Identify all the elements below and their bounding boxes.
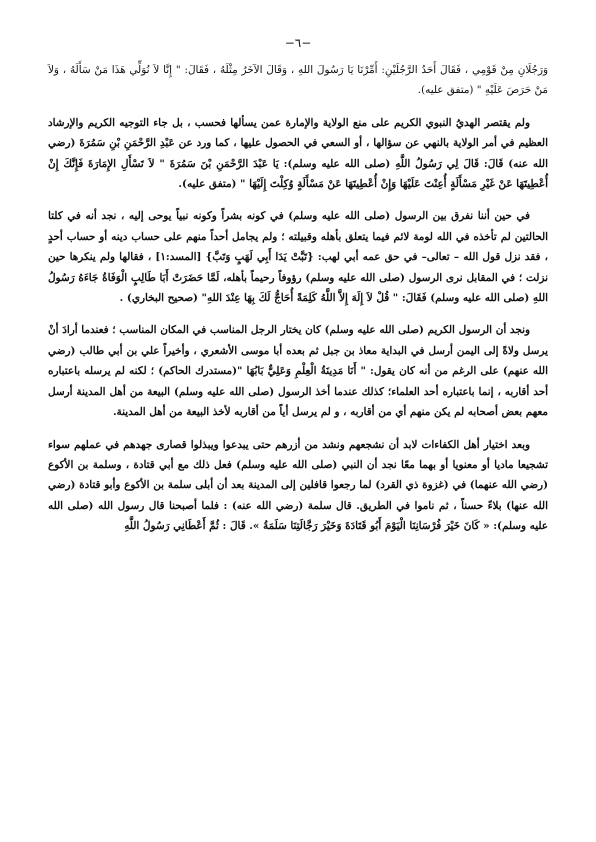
paragraph-hadith-continuation: وَرَجُلَانِ مِنْ قَوْمِي ، فَقَالَ أَحَدُ الرَّجُلَيْنِ: أَمِّرْنَا يَا رَسُولَ اللهِ ، وَقَالَ الآخَرُ مِثْلَهُ ، فَقَالَ: " إِنَّا لاَ نُوَلِّي هَذَا مَنْ سَأَلَهُ ، وَلاَ مَنْ حَرَصَ عَلَيْهِ " (متفق عليه). [48,64,548,97]
document-body [48,60,548,549]
page-number: −٦− [284,36,312,50]
paragraph-encouraging-competence: وبعد اختيار أهل الكفاءات لابد أن نشجعهم ونشد من أزرهم حتى يبدعوا ويبذلوا قصارى جهدهم في عملهم سواء تشجيعا ماديا أو معنويا أو بهما معًا نجد أن النبي (صلى الله عليه وسلم) فعل ذلك مع أبي قتادة ، وسلمة بن الأكوع (رضي الله عنهما) في (غزوة ذي القرد) لما رجعوا قافلين إلى المدينة بعد أن أبلى سلمة بن الأكوع وأبو قتادة (رضي الله عنها) بلاءً حسناً ، ثم ناموا في الطريق. قال سلمة (رضي الله عنه) : فلما أصبحنا قال رسول الله (صلى الله عليه وسلم): « كَانَ خَيْرَ فُرْسَانِنَا الْيَوْمَ أَبُو قَتَادَةَ وَخَيْرَ رَجَّالَتِنَا سَلَمَةُ ». قَالَ : ثُمَّ أَعْطَانِي رَسُولُ اللَّهِ [48,438,548,533]
paragraph-prohibition-of-seeking-office: ولم يقتصر الهديُ النبوي الكريم على منع الولاية والإمارة عمن يسألها فحسب ، بل جاء التوجيه الكريم والإرشاد العظيم في أمر الولاية بالنهي عن سؤالها ، أو السعي في الحصول عليها ، كما ورد عن عَبْدِ الرَّحْمَنِ بْنِ سَمُرَةَ (رضي الله عنه) قَالَ: قَالَ لِي رَسُولُ اللَّهِ (صلى الله عليه وسلم): يَا عَبْدَ الرَّحْمَنِ بْنَ سَمُرَةَ " لاَ تَسْأَلِ الإِمَارَةَ فَإِنَّكَ إِنْ أُعْطِيتَهَا عَنْ غَيْرِ مَسْأَلَةٍ أُعِنْتَ عَلَيْهَا وَإِنْ أُعْطِيتَهَا عَنْ مَسْأَلَةٍ وُكِلْتَ إِلَيْهَا " (متفق عليه). [48,116,548,191]
paragraph-prophet-and-family: في حين أننا نفرق بين الرسول (صلى الله عليه وسلم) في كونه بشراً وكونه نبياً يوحى إليه ، نجد أنه في كلتا الحالتين لم تأخذه في الله لومة لائم فيما يتعلق بأهله وقبيلته ؛ ولم يجامل أحداً منهم على حساب دينه أو حساب أحدٍ ، فقد نزل قول الله – تعالى– في حق عمه أبي لهب: {تَبَّتْ يَدَا أَبِي لَهَبٍ وَتَبَّ} [المسد:١] ، فقالها ولم ينكرها حين نزلت ؛ في المقابل نرى الرسول (صلى الله عليه وسلم) رؤوفاً رحيماً بأهله، لَمَّا حَضَرَتْ أَبَا طَالِبٍ الْوَفَاةُ جَاءَهُ رَسُولُ اللهِ (صلى الله عليه وسلم) فَقَالَ: " قُلْ لاَ إِلَهَ إِلاَّ اللَّهُ كَلِمَةً أُحَاجُّ لَكَ بِهَا عِنْدَ اللهِ" (صحيح البخاري) . [48,210,548,305]
paragraph-right-man-right-place: ونجد أن الرسول الكريم (صلى الله عليه وسلم) كان يختار الرجل المناسب في المكان المناسب ؛ فعندما أرادَ أنْ يرسل ولاةً إلى اليمن أرسل في البداية معاذ بن جبل ثم بعده أبا موسى الأشعري ، وأخيراً علي بن أبي طالب (رضي الله عنهم) على الرغم من أنه كان يقول: " أَنَا مَدِينَةُ الْعِلْمِ وَعَلِيٌّ بَابُهَا "(مستدرك الحاكم) ؛ لكنه لم يرسله باعتباره أحد أقاربه ، إنما باعتباره أحد العلماء؛ كذلك عندما أخذ الرسول (صلى الله عليه وسلم) البيعة من أهل المدينة أرسل معهم بعض أصحابه لم يكن منهم أي من أقاربه ، و لم يرسل أياً من أقاربه لأخذ البيعة من أهل المدينة. [48,324,548,419]
